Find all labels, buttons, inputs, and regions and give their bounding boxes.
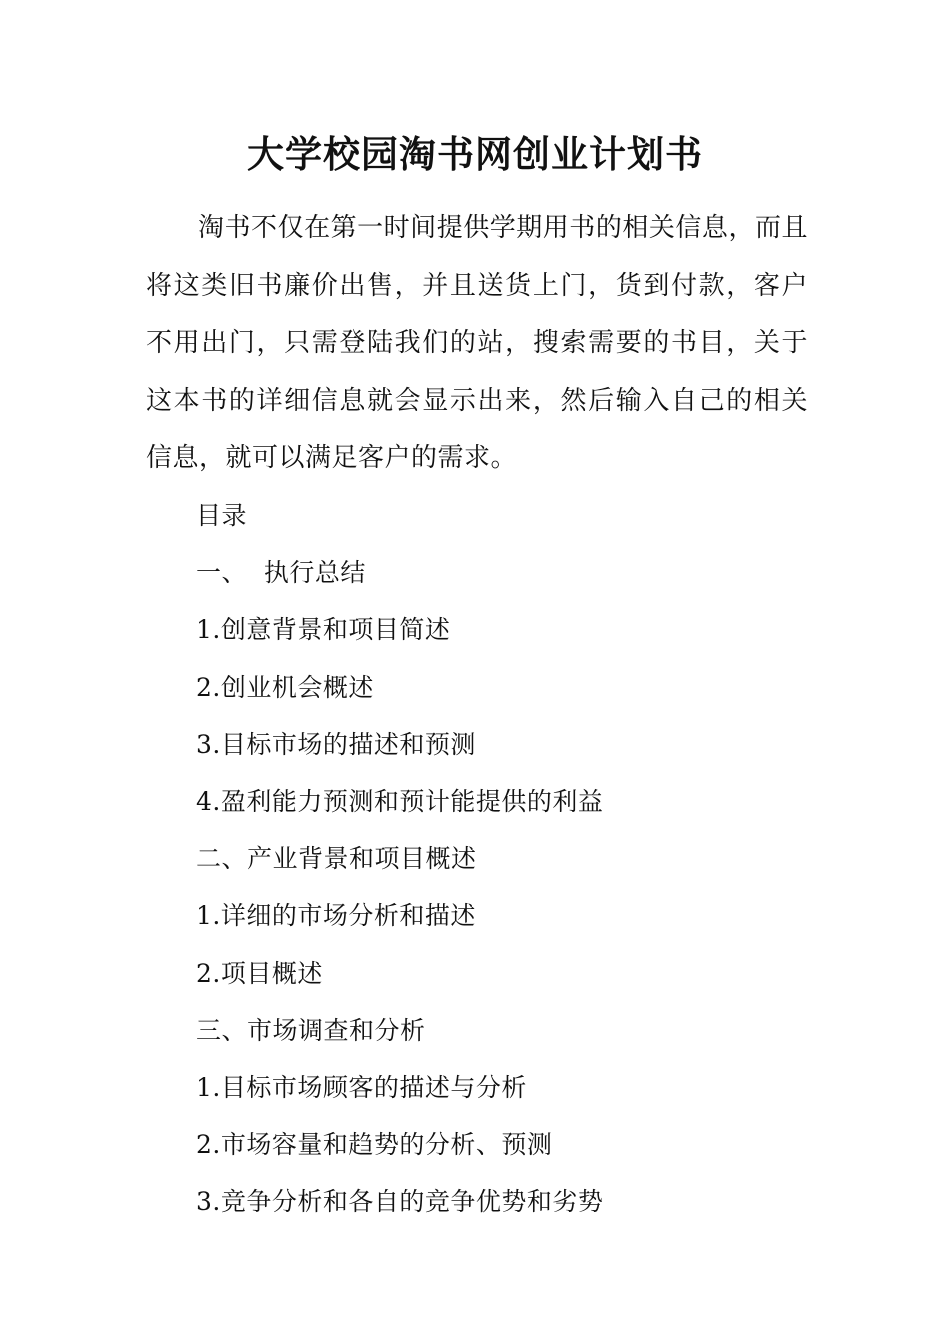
toc-item: 1.详细的市场分析和描述	[196, 901, 476, 931]
toc-item: 1.目标市场顾客的描述与分析	[196, 1072, 527, 1102]
document-title: 大学校园淘书网创业计划书	[247, 132, 703, 176]
toc-item: 2.创业机会概述	[196, 672, 374, 702]
intro-paragraph: 淘书不仅在第一时间提供学期用书的相关信息，而且将这类旧书廉价出售，并且送货上门，货到付款，客户不用出门，只需登陆我们的站，搜索需要的书目，关于这本书的详细信息就会显示出来，然后输入自己的相关信息，就可以满足客户的需求。	[146, 213, 808, 473]
toc-section-2: 二、产业背景和项目概述	[196, 844, 477, 874]
toc-item: 3.竞争分析和各自的竞争优势和劣势	[196, 1187, 604, 1217]
toc-item: 2.项目概述	[196, 958, 323, 988]
toc-section-3: 三、市场调查和分析	[196, 1015, 426, 1045]
toc-heading: 目录	[196, 501, 248, 530]
table-of-contents	[196, 487, 816, 1230]
toc-section-1: 一、 执行总结	[196, 558, 366, 588]
toc-item: 3.目标市场的描述和预测	[196, 729, 476, 759]
toc-item: 4.盈利能力预测和预计能提供的利益	[196, 786, 604, 816]
toc-item: 2.市场容量和趋势的分析、预测	[196, 1130, 553, 1160]
toc-item: 1.创意背景和项目简述	[196, 615, 451, 645]
